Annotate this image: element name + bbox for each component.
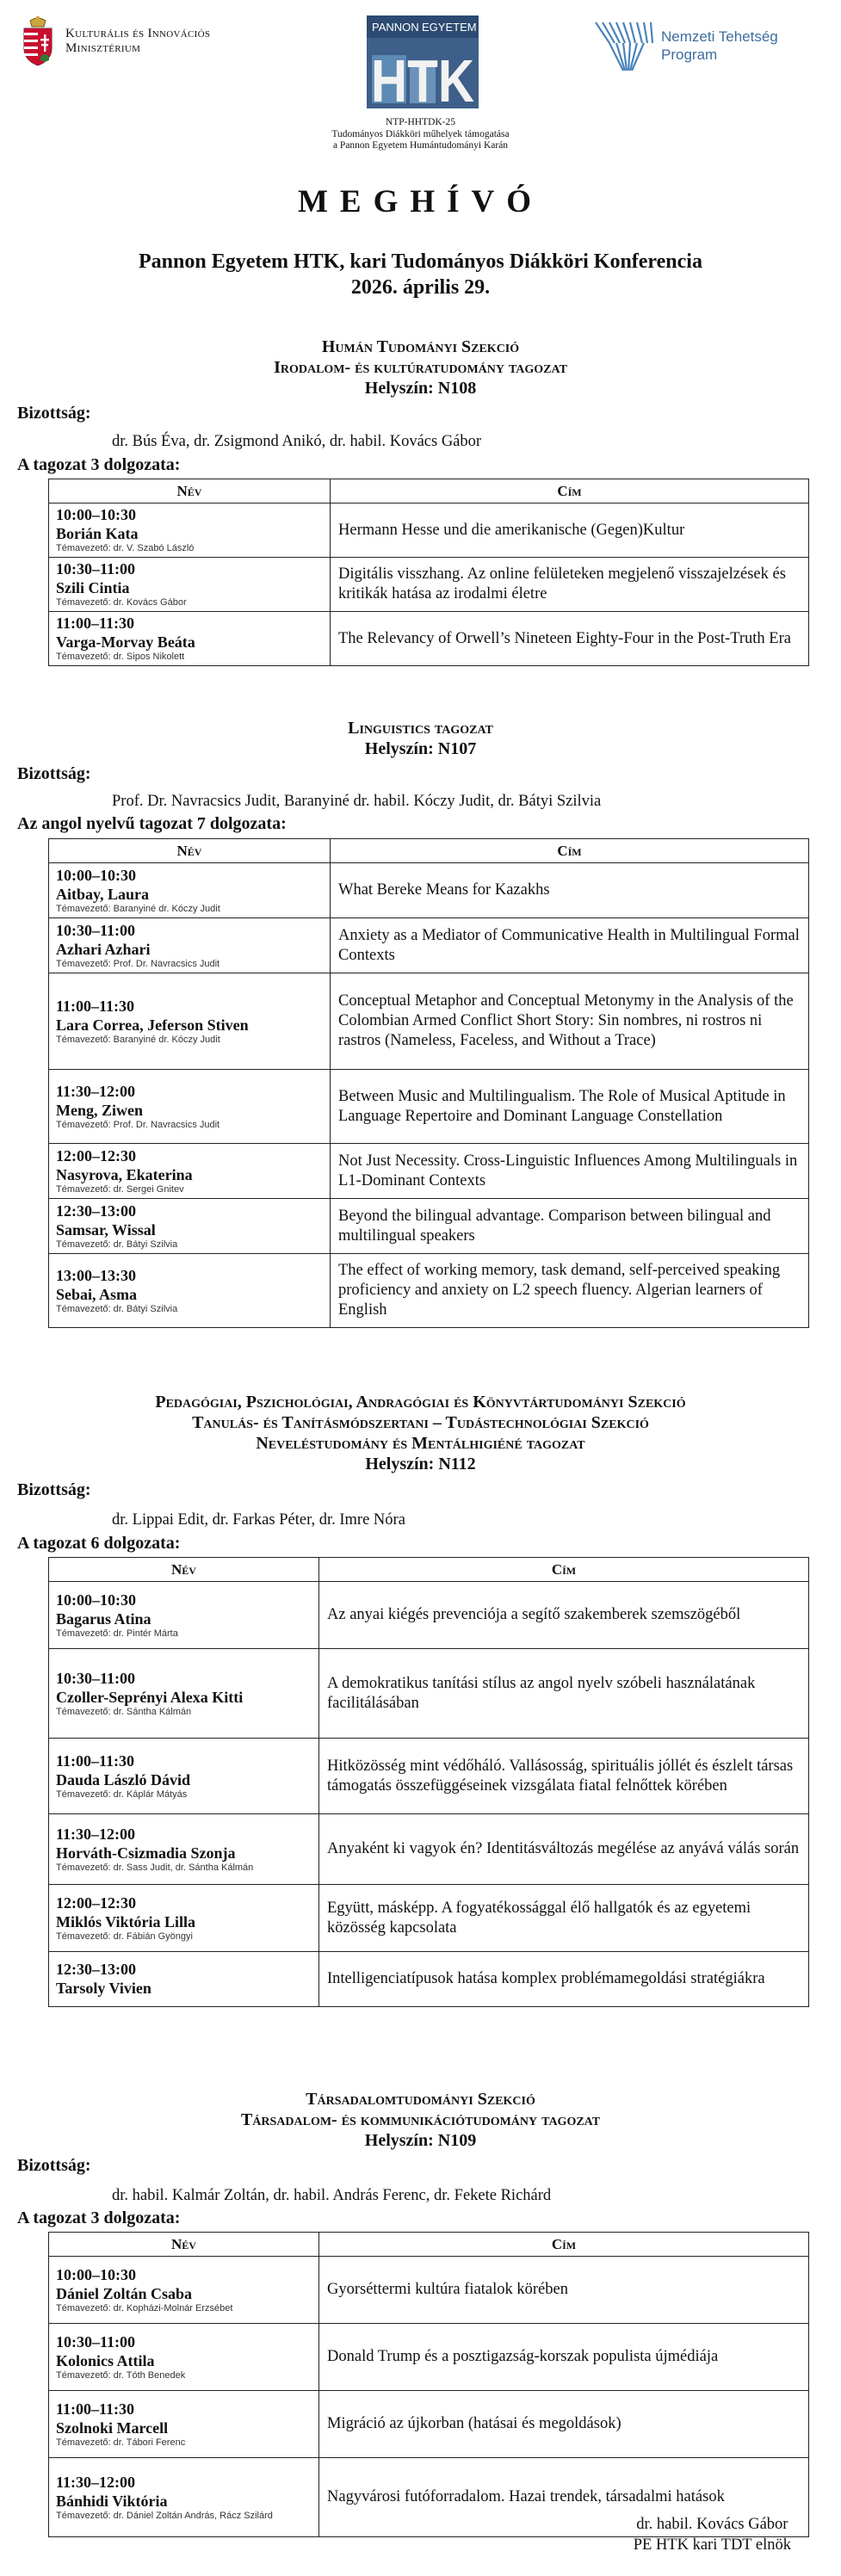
section-location: Helyszín: N107 bbox=[364, 739, 477, 758]
presenter-name: Azhari Azhari bbox=[56, 940, 151, 958]
ntp-logo bbox=[592, 17, 778, 74]
committee-label: Bizottság: bbox=[17, 404, 91, 423]
table-row bbox=[49, 2391, 809, 2458]
program-table bbox=[48, 838, 809, 1328]
time-slot: 12:00–12:30 bbox=[56, 1146, 136, 1164]
paper-title: Hermann Hesse und die amerikanische (Gegen)Kultur bbox=[331, 503, 809, 558]
program-table bbox=[48, 479, 809, 666]
table-row bbox=[49, 1814, 809, 1885]
paper-title: Digitális visszhang. Az online felületeken megjelenő visszajelzések és kritikák hatása az irodalmi életre bbox=[331, 558, 809, 612]
time-slot: 10:00–10:30 bbox=[56, 506, 136, 523]
presenter-name: Szili Cintia bbox=[56, 579, 130, 596]
time-slot: 10:00–10:30 bbox=[56, 2265, 136, 2283]
section-heading-line: Társadalom- és kommunikációtudomány tagozat bbox=[240, 2110, 601, 2129]
table-row bbox=[49, 503, 809, 558]
table-header-row bbox=[49, 479, 809, 503]
conference-heading bbox=[0, 249, 841, 300]
name-column-header: Név bbox=[49, 479, 331, 503]
table-row bbox=[49, 1070, 809, 1144]
time-slot: 10:30–11:00 bbox=[56, 1669, 135, 1687]
name-column-header: Név bbox=[49, 2233, 319, 2257]
supervisor: Témavezető: dr. Dániel Zoltán András, Rácz Szilárd bbox=[56, 2510, 273, 2521]
table-row bbox=[49, 1199, 809, 1254]
ntp-diamond-icon bbox=[592, 17, 654, 74]
section-heading-line: Humán Tudományi Szekció bbox=[321, 337, 520, 356]
table-header-row bbox=[49, 1558, 809, 1582]
presenter-name: Samsar, Wissal bbox=[56, 1220, 156, 1239]
section-heading bbox=[0, 718, 841, 759]
supervisor: Témavezető: dr. V. Szabó László bbox=[56, 543, 195, 553]
presenter-name: Aitbay, Laura bbox=[56, 885, 150, 903]
paper-title: Not Just Necessity. Cross-Linguistic Influences Among Multilinguals in L1-Dominant Contexts bbox=[331, 1144, 809, 1199]
section-heading bbox=[0, 2089, 841, 2151]
committee-members: dr. Bús Éva, dr. Zsigmond Anikó, dr. habil. Kovács Gábor bbox=[112, 433, 482, 450]
time-slot: 12:30–13:00 bbox=[56, 1202, 136, 1220]
supervisor: Témavezető: Baranyiné dr. Kóczy Judit bbox=[56, 1034, 220, 1045]
presenter-name: Kolonics Attila bbox=[56, 2351, 155, 2369]
supervisor: Témavezető: dr. Sipos Nikolett bbox=[56, 652, 185, 662]
committee-label: Bizottság: bbox=[17, 764, 91, 783]
section-heading-line: Linguistics tagozat bbox=[348, 719, 493, 738]
supervisor: Témavezető: dr. Pintér Márta bbox=[56, 1628, 178, 1639]
supervisor: Témavezető: dr. Káplár Mátyás bbox=[56, 1788, 188, 1800]
section-heading bbox=[0, 337, 841, 398]
time-slot: 11:00–11:30 bbox=[56, 615, 135, 632]
time-slot: 11:00–11:30 bbox=[56, 1751, 135, 1770]
table-row bbox=[49, 1582, 809, 1649]
table-row bbox=[49, 863, 809, 918]
paper-title: Migráció az újkorban (hatásai és megoldások) bbox=[319, 2391, 809, 2458]
supervisor: Témavezető: dr. Tábori Ferenc bbox=[56, 2437, 186, 2448]
pannon-egyetem-htk-logo bbox=[367, 15, 479, 114]
time-slot: 10:30–11:00 bbox=[56, 921, 135, 939]
presenter-name: Czoller-Seprényi Alexa Kitti bbox=[56, 1688, 244, 1706]
paper-title: The Relevancy of Orwell’s Nineteen Eighty-Four in the Post-Truth Era bbox=[331, 612, 809, 666]
supervisor: Témavezető: dr. Sergei Gnitev bbox=[56, 1183, 184, 1195]
supervisor: Témavezető: dr. Kopházi-Molnár Erzsébet bbox=[56, 2302, 233, 2313]
supervisor: Témavezető: dr. Bátyi Szilvia bbox=[56, 1303, 178, 1314]
time-slot: 11:30–12:00 bbox=[56, 1082, 135, 1100]
table-row bbox=[49, 1885, 809, 1952]
presenter-name: Dauda László Dávid bbox=[56, 1770, 191, 1788]
paper-title: Az anyai kiégés prevenciója a segítő szakemberek szemszögéből bbox=[319, 1582, 809, 1649]
ministry-name bbox=[65, 27, 210, 56]
section-heading-line: Tanulás- és Tanításmódszertani – Tudástechnológiai Szekció bbox=[192, 1413, 649, 1432]
committee-members: dr. habil. Kalmár Zoltán, dr. habil. András Ferenc, dr. Fekete Richárd bbox=[112, 2187, 552, 2204]
name-column-header: Név bbox=[49, 1558, 319, 1582]
section-heading-line: Irodalom- és kultúratudomány tagozat bbox=[274, 358, 567, 377]
time-slot: 12:00–12:30 bbox=[56, 1893, 136, 1912]
presenter-name: Horváth-Csizmadia Szonja bbox=[56, 1844, 236, 1862]
supervisor: Témavezető: dr. Fábián Gyöngyi bbox=[56, 1930, 193, 1942]
committee-members: dr. Lippai Edit, dr. Farkas Péter, dr. Imre Nóra bbox=[112, 1511, 405, 1529]
paper-title: The effect of working memory, task demand, self-perceived speaking proficiency and anxiety on L2 speech fluency. Algerian learners of English bbox=[331, 1254, 809, 1328]
table-row bbox=[49, 2257, 809, 2324]
supervisor: Témavezető: dr. Sass Judit, dr. Sántha Kálmán bbox=[56, 1862, 254, 1873]
presenter-name: Bánhidi Viktória bbox=[56, 2492, 168, 2510]
paper-title: Intelligenciatípusok hatása komplex problémamegoldási stratégiákra bbox=[319, 1952, 809, 2007]
time-slot: 10:30–11:00 bbox=[56, 2332, 135, 2351]
presenter-name: Nasyrova, Ekaterina bbox=[56, 1165, 193, 1183]
presenter-name: Varga-Morvay Beáta bbox=[56, 633, 195, 651]
signatory-role: PE HTK kari TDT elnök bbox=[633, 2536, 791, 2554]
invitation-title: MEGHÍVÓ bbox=[297, 184, 544, 219]
presenter-name: Miklós Viktória Lilla bbox=[56, 1912, 196, 1930]
table-row bbox=[49, 1144, 809, 1199]
section-heading-line: Pedagógiai, Pszichológiai, Andragógiai és Könyvtártudományi Szekció bbox=[155, 1393, 686, 1412]
table-header-row bbox=[49, 839, 809, 863]
time-slot: 11:30–12:00 bbox=[56, 1825, 135, 1843]
grant-info bbox=[0, 117, 841, 152]
table-row bbox=[49, 558, 809, 612]
presenter-name: Dániel Zoltán Csaba bbox=[56, 2284, 193, 2302]
paper-title: Anxiety as a Mediator of Communicative Health in Multilingual Formal Contexts bbox=[331, 918, 809, 973]
supervisor: Témavezető: Prof. Dr. Navracsics Judit bbox=[56, 1119, 220, 1130]
committee-members: Prof. Dr. Navracsics Judit, Baranyiné dr. habil. Kóczy Judit, dr. Bátyi Szilvia bbox=[112, 793, 602, 810]
paper-title: Nagyvárosi futóforradalom. Hazai trendek, társadalmi hatások bbox=[319, 2458, 809, 2537]
paper-count-label: Az angol nyelvű tagozat 7 dolgozata: bbox=[17, 814, 287, 833]
hungarian-coat-of-arms-icon bbox=[19, 15, 57, 67]
time-slot: 11:30–12:00 bbox=[56, 2473, 135, 2491]
supervisor: Témavezető: Prof. Dr. Navracsics Judit bbox=[56, 958, 220, 969]
title-column-header: Cím bbox=[319, 1558, 809, 1582]
table-row bbox=[49, 612, 809, 666]
ntp-line-1: Nemzeti Tehetség bbox=[661, 28, 778, 45]
presenter-name: Borián Kata bbox=[56, 525, 139, 542]
program-table bbox=[48, 1557, 809, 2007]
title-column-header: Cím bbox=[319, 2233, 809, 2257]
table-row bbox=[49, 918, 809, 973]
time-slot: 10:00–10:30 bbox=[56, 1591, 136, 1609]
grant-line-2: Tudományos Diákköri műhelyek támogatása bbox=[331, 128, 510, 139]
time-slot: 10:00–10:30 bbox=[56, 866, 136, 884]
time-slot: 11:00–11:30 bbox=[56, 997, 135, 1015]
table-row bbox=[49, 2324, 809, 2391]
htk-logo-letters: HTK bbox=[371, 47, 474, 114]
time-slot: 10:30–11:00 bbox=[56, 560, 135, 578]
paper-title: Conceptual Metaphor and Conceptual Metonymy in the Analysis of the Colombian Armed Conflict Short Story: Sin nombres, ni rostros ni rastros (Nameless, Faceless, and Without a Trace) bbox=[331, 973, 809, 1070]
section-location: Helyszín: N112 bbox=[365, 1455, 476, 1473]
conference-name: Pannon Egyetem HTK, kari Tudományos Diákköri Konferencia bbox=[139, 250, 702, 273]
ministry-line-2: Minisztérium bbox=[65, 41, 141, 55]
paper-title: Anyaként ki vagyok én? Identitásváltozás megélése az anyává válás során bbox=[319, 1814, 809, 1885]
ntp-line-2: Program bbox=[661, 46, 718, 63]
paper-count-label: A tagozat 3 dolgozata: bbox=[17, 2208, 181, 2227]
time-slot: 11:00–11:30 bbox=[56, 2400, 135, 2418]
table-row bbox=[49, 973, 809, 1070]
presenter-name: Szolnoki Marcell bbox=[56, 2418, 169, 2437]
time-slot: 13:00–13:30 bbox=[56, 1266, 136, 1284]
signature-block bbox=[634, 2514, 791, 2555]
paper-title: Between Music and Multilingualism. The Role of Musical Aptitude in Language Repertoire and Dominant Language Constellation bbox=[331, 1070, 809, 1144]
presenter-name: Sebai, Asma bbox=[56, 1285, 138, 1303]
signatory-name: dr. habil. Kovács Gábor bbox=[636, 2516, 788, 2533]
paper-count-label: A tagozat 3 dolgozata: bbox=[17, 455, 181, 474]
supervisor: Témavezető: dr. Kovács Gábor bbox=[56, 597, 187, 608]
supervisor: Témavezető: dr. Bátyi Szilvia bbox=[56, 1239, 178, 1250]
table-header-row bbox=[49, 2233, 809, 2257]
table-row bbox=[49, 1952, 809, 2007]
conference-date: 2026. április 29. bbox=[350, 276, 491, 299]
paper-title: Beyond the bilingual advantage. Comparison between bilingual and multilingual speakers bbox=[331, 1199, 809, 1254]
table-row bbox=[49, 1254, 809, 1328]
pannon-logo-text: PANNON bbox=[372, 21, 419, 34]
grant-code: NTP-HHTDK-25 bbox=[385, 117, 456, 127]
ministry-line-1: Kulturális és Innovációs bbox=[65, 27, 211, 40]
egyetem-logo-text: EGYETEM bbox=[422, 21, 477, 34]
section-location: Helyszín: N109 bbox=[364, 2131, 477, 2150]
presenter-name: Meng, Ziwen bbox=[56, 1101, 143, 1119]
supervisor: Témavezető: dr. Tóth Benedek bbox=[56, 2369, 186, 2381]
committee-label: Bizottság: bbox=[17, 1480, 91, 1499]
section-location: Helyszín: N108 bbox=[364, 379, 477, 398]
supervisor: Témavezető: dr. Sántha Kálmán bbox=[56, 1706, 192, 1717]
program-table bbox=[48, 2232, 809, 2537]
presenter-name: Lara Correa, Jeferson Stiven bbox=[56, 1016, 249, 1034]
presenter-name: Tarsoly Vivien bbox=[56, 1980, 152, 1997]
table-row bbox=[49, 1739, 809, 1814]
ministry-logo bbox=[19, 15, 210, 67]
time-slot: 12:30–13:00 bbox=[56, 1961, 136, 1978]
title-column-header: Cím bbox=[331, 479, 809, 503]
grant-line-3: a Pannon Egyetem Humántudományi Karán bbox=[332, 140, 509, 151]
paper-title: Donald Trump és a posztigazság-korszak populista újmédiája bbox=[319, 2324, 809, 2391]
supervisor: Témavezető: Baranyiné dr. Kóczy Judit bbox=[56, 903, 220, 914]
paper-title: Gyorséttermi kultúra fiatalok körében bbox=[319, 2257, 809, 2324]
paper-title: A demokratikus tanítási stílus az angol nyelv szóbeli használatának facilitálásában bbox=[319, 1649, 809, 1739]
presenter-name: Bagarus Atina bbox=[56, 1609, 152, 1628]
paper-title: Hitközösség mint védőháló. Vallásosság, spirituális jóllét és észlelt társas támogatás összefüggéseinek vizsgálata fiatal felnőttek körében bbox=[319, 1739, 809, 1814]
table-row bbox=[49, 1649, 809, 1739]
name-column-header: Név bbox=[49, 839, 331, 863]
paper-title: What Bereke Means for Kazakhs bbox=[331, 863, 809, 918]
paper-count-label: A tagozat 6 dolgozata: bbox=[17, 1534, 181, 1553]
section-heading-line: Társadalomtudományi Szekció bbox=[306, 2090, 535, 2109]
section-heading bbox=[0, 1392, 841, 1474]
title-column-header: Cím bbox=[331, 839, 809, 863]
committee-label: Bizottság: bbox=[17, 2156, 91, 2175]
paper-title: Együtt, másképp. A fogyatékossággal élő hallgatók és az egyetemi közösség kapcsolata bbox=[319, 1885, 809, 1952]
section-heading-line: Neveléstudomány és Mentálhigiéné tagozat bbox=[256, 1434, 585, 1453]
ntp-name bbox=[661, 28, 778, 64]
